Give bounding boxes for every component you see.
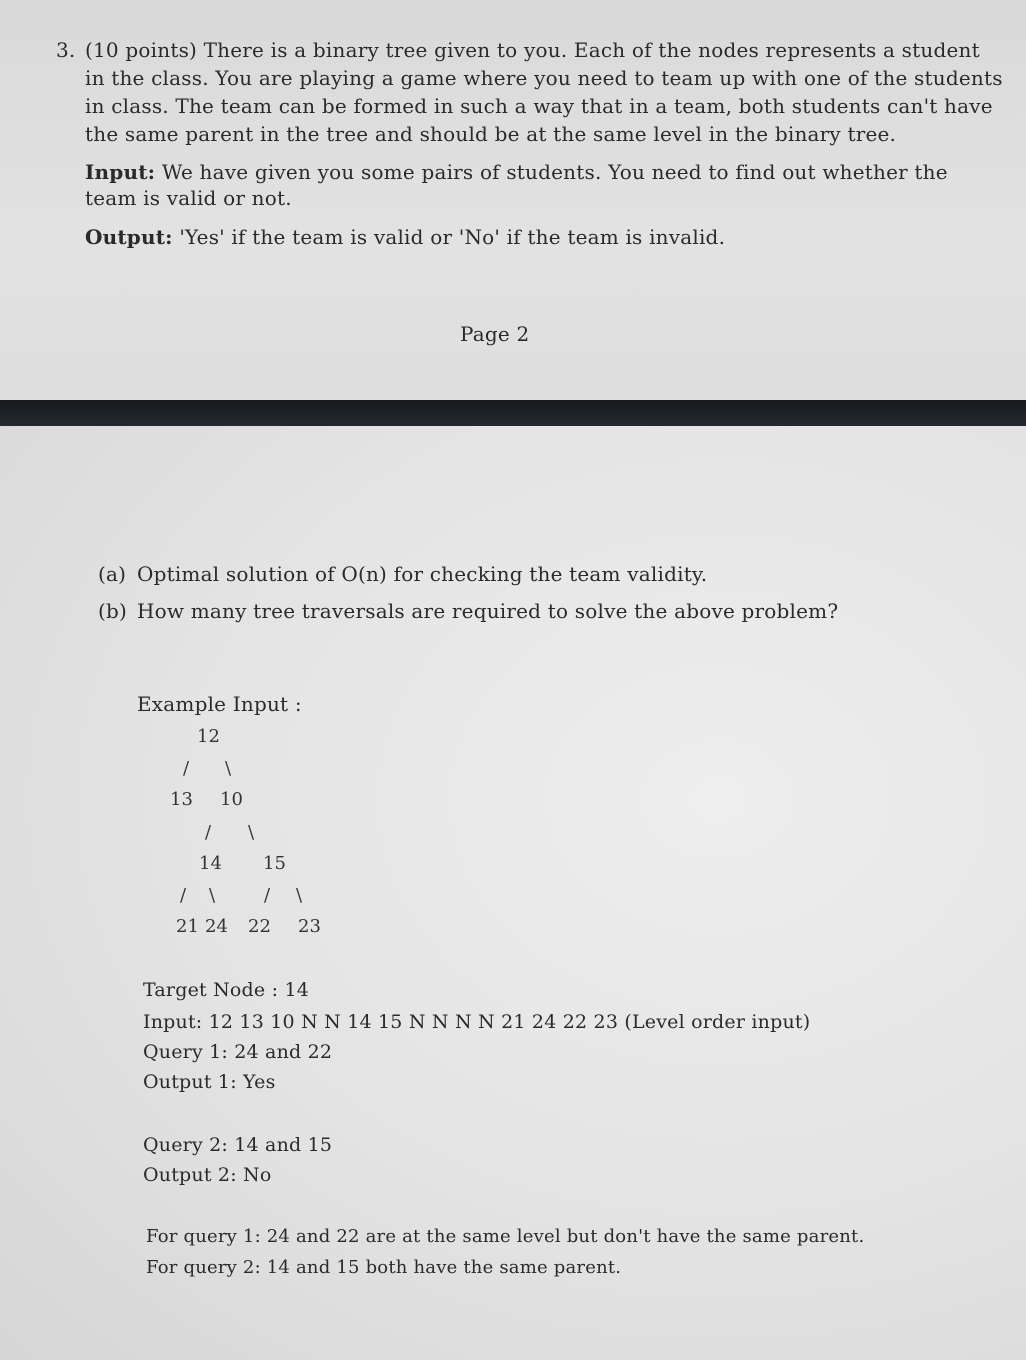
output-2: Output 2: No <box>143 1164 272 1186</box>
output-label: Output: <box>85 225 173 249</box>
tree-node: 13 <box>170 789 193 810</box>
query-2: Query 2: 14 and 15 <box>143 1134 333 1156</box>
part-a-text: Optimal solution of O(n) for checking the team validity. <box>137 562 708 586</box>
page-separator-bar <box>0 400 1026 426</box>
question-line-1: (10 points) There is a binary tree given to you. Each of the nodes represents a student <box>85 38 980 62</box>
tree-node: 24 <box>205 916 228 937</box>
tree-edge-left: / <box>205 822 212 843</box>
question-number: 3. <box>56 38 76 62</box>
input-label: Input: <box>85 160 156 184</box>
tree-node: 21 <box>176 916 199 937</box>
note-query-1: For query 1: 24 and 22 are at the same level but don't have the same parent. <box>146 1226 865 1247</box>
output-text: 'Yes' if the team is valid or 'No' if the team is invalid. <box>179 225 726 249</box>
tree-edge-right: \ <box>225 758 232 779</box>
tree-edge-left: / <box>180 885 187 906</box>
page-number: Page 2 <box>460 322 530 346</box>
input-text-1: We have given you some pairs of students. You need to find out whether the <box>161 160 948 184</box>
output-spec <box>85 225 725 249</box>
part-b-label: (b) <box>98 599 128 623</box>
example-input: Input: 12 13 10 N N 14 15 N N N N 21 24 22 23 (Level order input) <box>143 1011 811 1033</box>
part-b-text: How many tree traversals are required to solve the above problem? <box>137 599 839 623</box>
question-line-2: in the class. You are playing a game where you need to team up with one of the students <box>85 66 1003 90</box>
example-heading: Example Input : <box>137 692 302 716</box>
output-1: Output 1: Yes <box>143 1071 276 1093</box>
input-spec <box>85 160 948 184</box>
query-1: Query 1: 24 and 22 <box>143 1041 333 1063</box>
tree-edge-left: / <box>264 885 271 906</box>
question-line-4: the same parent in the tree and should be at the same level in the binary tree. <box>85 122 897 146</box>
input-text-2: team is valid or not. <box>85 186 292 210</box>
tree-edge-left: / <box>183 758 190 779</box>
tree-edge-right: \ <box>248 822 255 843</box>
tree-node: 23 <box>298 916 321 937</box>
tree-node: 22 <box>248 916 271 937</box>
tree-node: 14 <box>199 853 222 874</box>
tree-node-root: 12 <box>197 726 220 747</box>
target-node: Target Node : 14 <box>143 979 310 1001</box>
tree-node: 10 <box>220 789 243 810</box>
tree-edge-right: \ <box>296 885 303 906</box>
part-a-label: (a) <box>98 562 127 586</box>
tree-node: 15 <box>263 853 286 874</box>
note-query-2: For query 2: 14 and 15 both have the same parent. <box>146 1257 622 1278</box>
tree-edge-right: \ <box>209 885 216 906</box>
question-line-3: in class. The team can be formed in such a way that in a team, both students can't have <box>85 94 993 118</box>
